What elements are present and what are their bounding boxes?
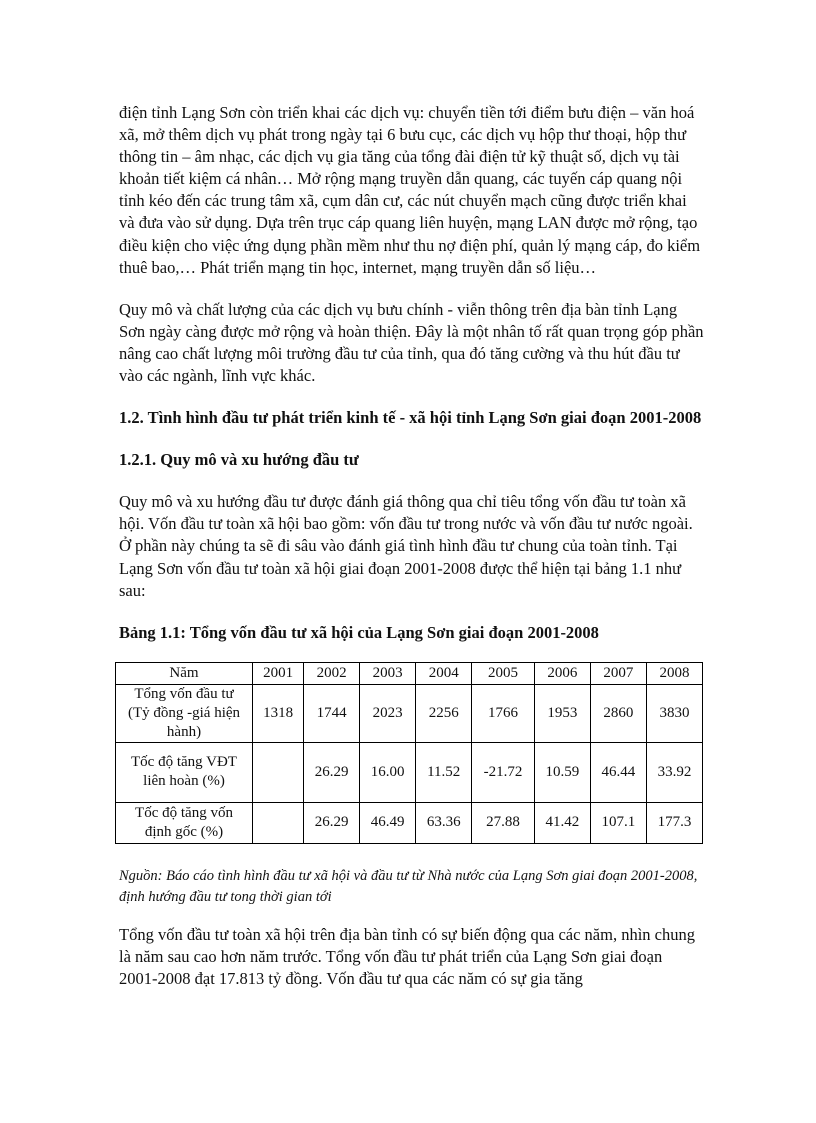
document-page <box>119 102 704 990</box>
table-row <box>116 684 703 742</box>
table-cell: 107.1 <box>590 802 646 843</box>
year-cell: 2008 <box>646 662 702 684</box>
row-label: Tốc độ tăng VĐT liên hoàn (%) <box>116 742 253 802</box>
table-cell: 33.92 <box>646 742 702 802</box>
table-cell: 1744 <box>304 684 360 742</box>
table-cell: 63.36 <box>416 802 472 843</box>
investment-table <box>115 662 703 844</box>
table-row <box>116 742 703 802</box>
table-header-row <box>116 662 703 684</box>
year-cell: 2004 <box>416 662 472 684</box>
table-cell: 41.42 <box>534 802 590 843</box>
paragraph-quality: Quy mô và chất lượng của các dịch vụ bưu chính - viễn thông trên địa bàn tỉnh Lạng Sơn ngày càng được mở rộng và hoàn thiện. Đây là một nhân tố rất quan trọng góp phần nâng cao chất lượng môi trường đầu tư của tỉnh, qua đó tăng cường và thu hút đầu tư vào các ngành, lĩnh vực khác. <box>119 299 704 386</box>
year-cell: 2002 <box>304 662 360 684</box>
paragraph-services: điện tỉnh Lạng Sơn còn triển khai các dịch vụ: chuyển tiền tới điểm bưu điện – văn hoá xã, mở thêm dịch vụ phát trong ngày tại 6 bưu cục, các dịch vụ hộp thư thoại, hộp thư thông tin – âm nhạc, các dịch vụ gia tăng của tổng đài điện tử kỹ thuật số, dịch vụ tài khoản tiết kiệm cá nhân… Mở rộng mạng truyền dẫn quang, các tuyến cáp quang nội tỉnh kéo đến các trung tâm xã, cụm dân cư, các nút chuyển mạch cũng được triển khai và đưa vào sử dụng. Dựa trên trục cáp quang liên huyện, mạng LAN được mở rộng, tạo điều kiện cho việc ứng dụng phần mềm như thu nợ điện phí, quản lý mạng cáp, đo kiểm thuê bao,… Phát triển mạng tin học, internet, mạng truyền dẫn số liệu… <box>119 103 701 277</box>
year-cell: 2005 <box>472 662 535 684</box>
table-cell: 10.59 <box>534 742 590 802</box>
year-cell: 2007 <box>590 662 646 684</box>
table-cell: 1318 <box>253 684 304 742</box>
table-cell: 16.00 <box>360 742 416 802</box>
row-label: Tổng vốn đầu tư (Tỷ đồng -giá hiện hành) <box>116 684 253 742</box>
table-cell: 2860 <box>590 684 646 742</box>
table-cell: 2023 <box>360 684 416 742</box>
table-cell <box>253 802 304 843</box>
table-cell <box>253 742 304 802</box>
table-cell: 3830 <box>646 684 702 742</box>
year-cell: 2003 <box>360 662 416 684</box>
table-cell: 26.29 <box>304 742 360 802</box>
year-cell: 2006 <box>534 662 590 684</box>
paragraph-total-investment: Tổng vốn đầu tư toàn xã hội trên địa bàn tỉnh có sự biến động qua các năm, nhìn chung là năm sau cao hơn năm trước. Tổng vốn đầu tư phát triển của Lạng Sơn giai đoạn 2001-2008 đạt 17.813 tỷ đồng. Vốn đầu tư qua các năm có sự gia tăng <box>119 924 696 988</box>
table-cell: 1953 <box>534 684 590 742</box>
table-row <box>116 802 703 843</box>
row-label: Tốc độ tăng vốn định gốc (%) <box>116 802 253 843</box>
source-note: Nguồn: Báo cáo tình hình đầu tư xã hội và đầu tư từ Nhà nước của Lạng Sơn giai đoạn 2001-2008, định hướng đầu tư tong thời gian tới <box>119 867 698 905</box>
table-cell: 177.3 <box>646 802 702 843</box>
table-cell: 27.88 <box>472 802 535 843</box>
table-cell: 46.49 <box>360 802 416 843</box>
table-cell: 2256 <box>416 684 472 742</box>
section-heading-1-2-1: 1.2.1. Quy mô và xu hướng đầu tư <box>119 450 359 470</box>
table-cell: 46.44 <box>590 742 646 802</box>
paragraph-investment-scale: Quy mô và xu hướng đầu tư được đánh giá thông qua chỉ tiêu tổng vốn đầu tư toàn xã hội. Vốn đầu tư toàn xã hội bao gồm: vốn đầu tư trong nước và vốn đầu tư nước ngoài. Ở phần này chúng ta sẽ đi sâu vào đánh giá tình hình đầu tư chung của toàn tỉnh. Tại Lạng Sơn vốn đầu tư toàn xã hội giai đoạn 2001-2008 được thể hiện tại bảng 1.1 như sau: <box>119 492 693 600</box>
table-caption: Bảng 1.1: Tổng vốn đầu tư xã hội của Lạng Sơn giai đoạn 2001-2008 <box>119 622 599 642</box>
table-cell: 1766 <box>472 684 535 742</box>
table-cell: 11.52 <box>416 742 472 802</box>
section-heading-1-2: 1.2. Tình hình đầu tư phát triển kinh tế - xã hội tỉnh Lạng Sơn giai đoạn 2001-2008 <box>119 408 702 428</box>
table-header-label: Năm <box>116 662 253 684</box>
table-cell: 26.29 <box>304 802 360 843</box>
table-cell: -21.72 <box>472 742 535 802</box>
year-cell: 2001 <box>253 662 304 684</box>
